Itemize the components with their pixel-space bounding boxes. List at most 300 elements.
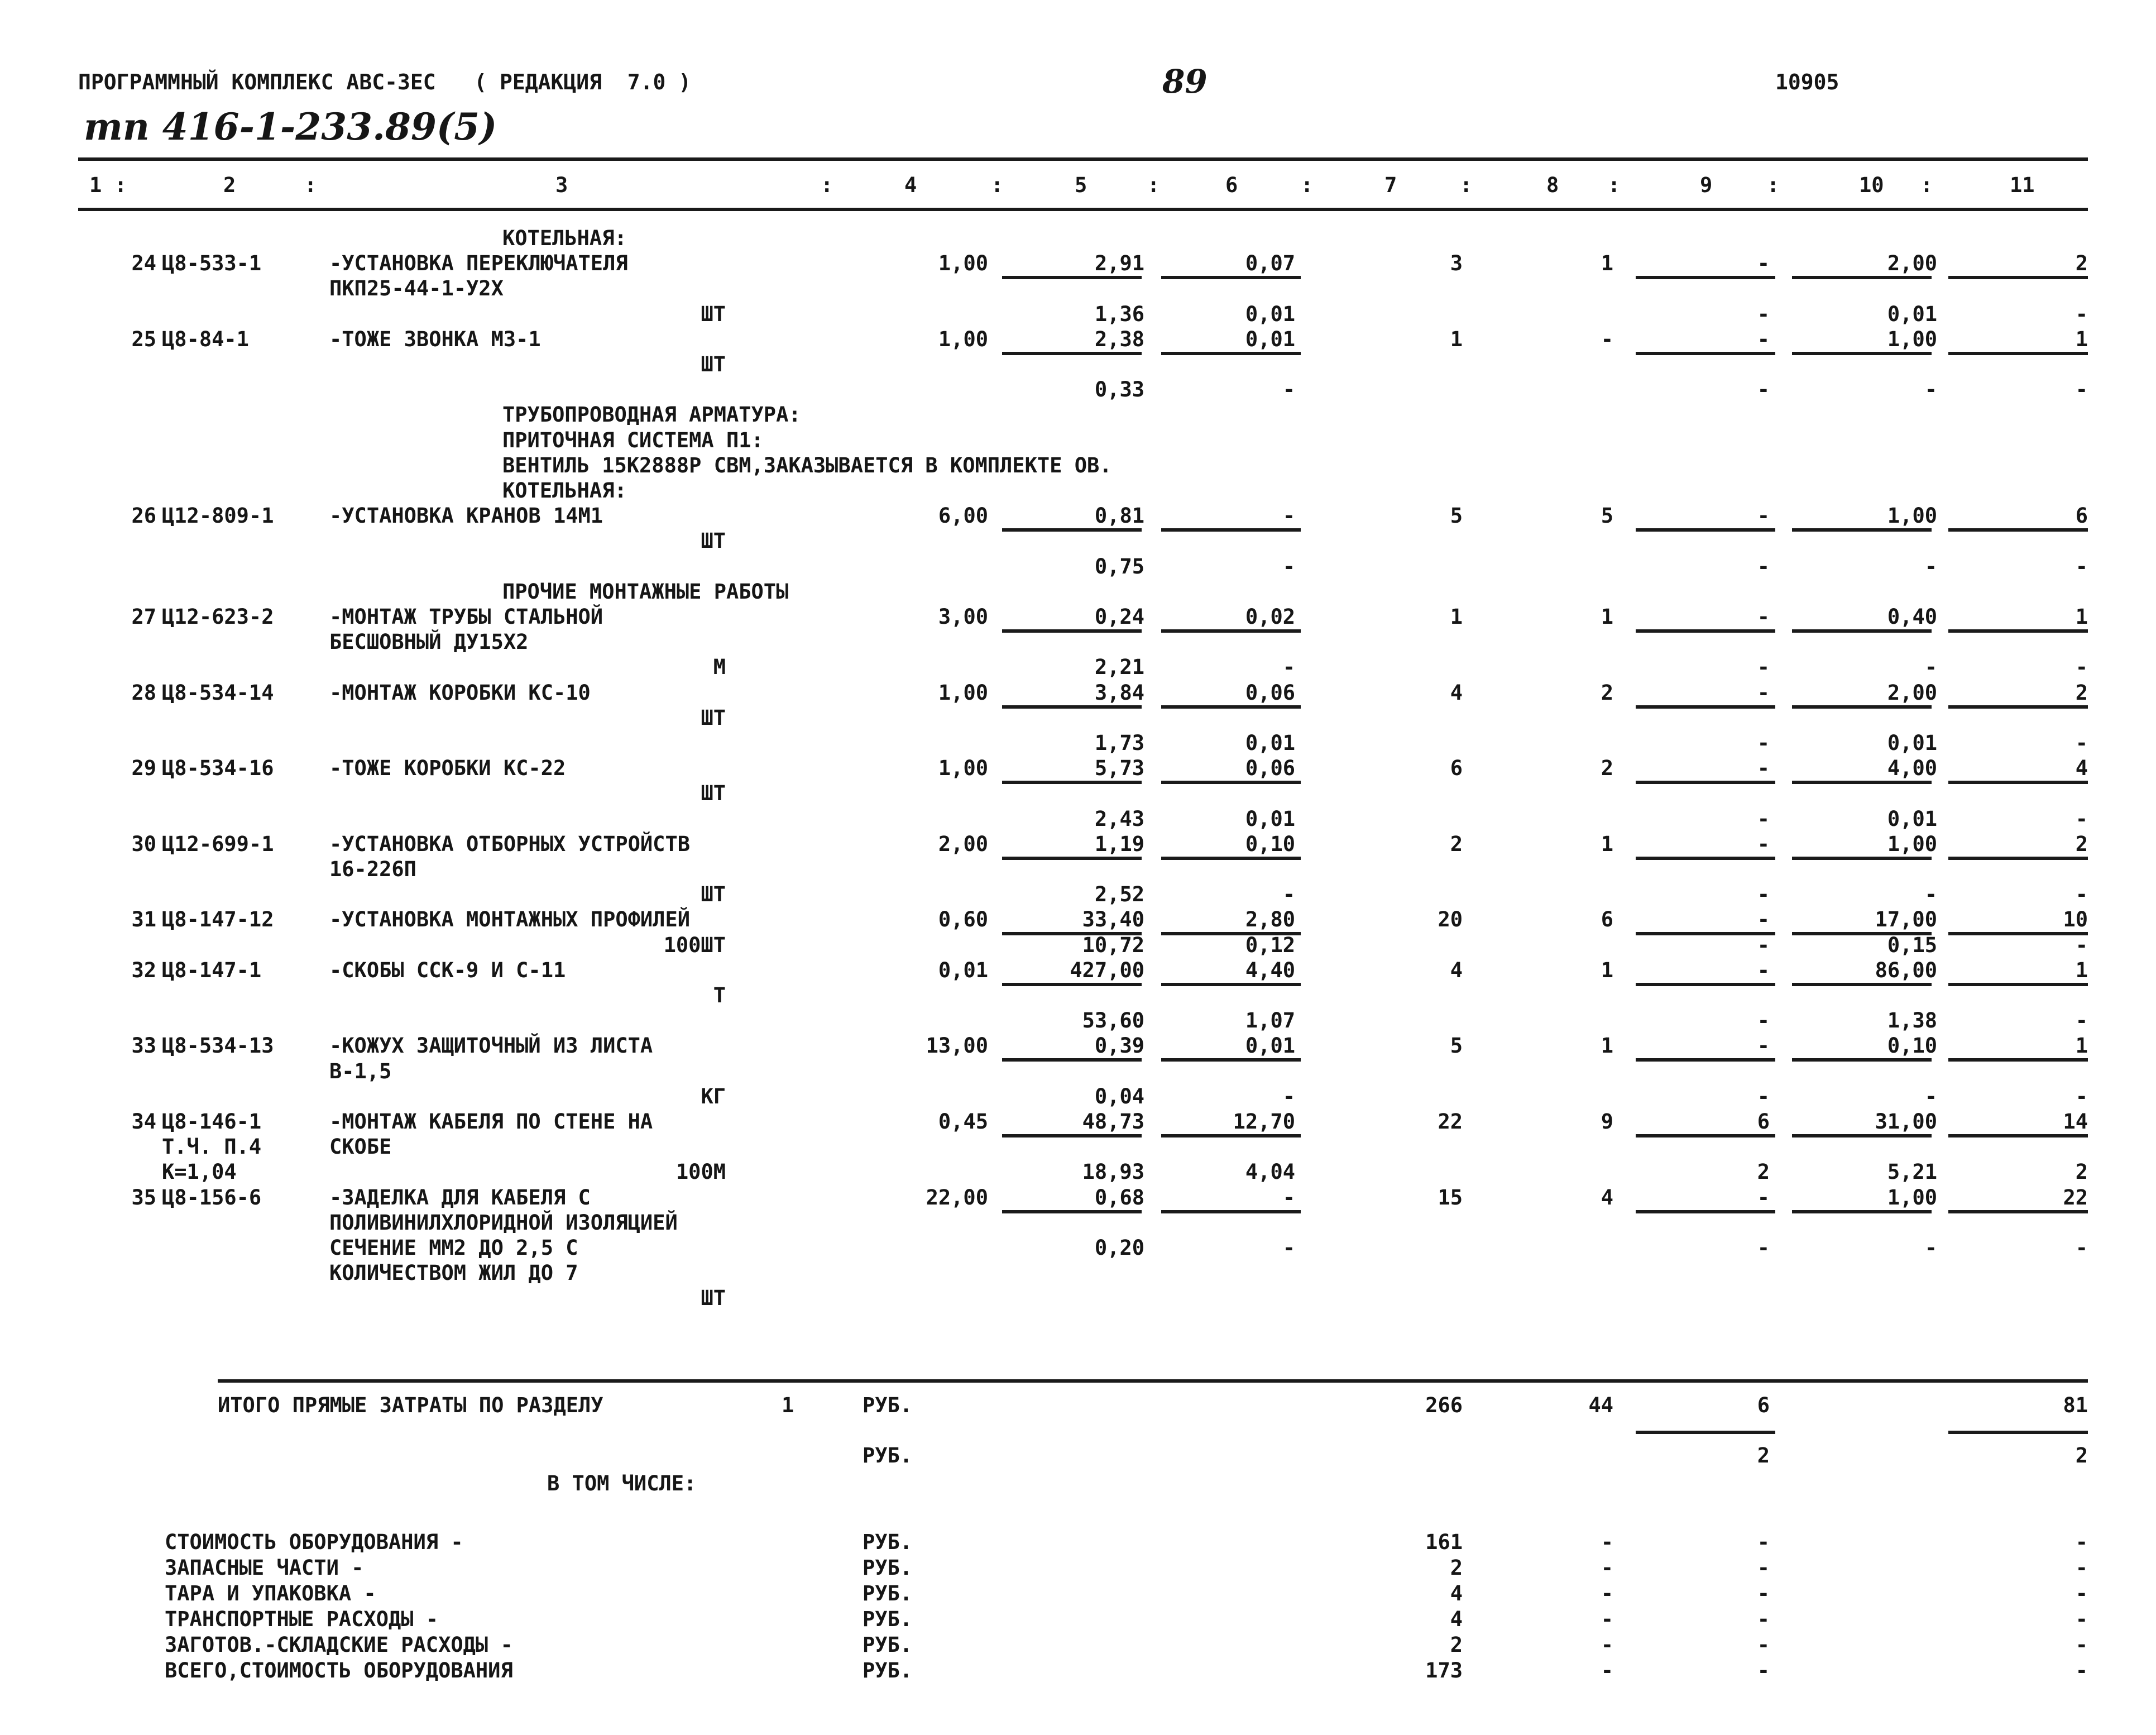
equipment-col8: - (1601, 1530, 1613, 1554)
item-number: 33 (131, 1034, 156, 1058)
column-number-8: 8 (1546, 173, 1559, 197)
unit-of-measure: 100ШТ (663, 933, 726, 957)
value-col-c9: 2 (1757, 1160, 1770, 1184)
underline-c11 (1948, 781, 2088, 784)
underline-c10 (1792, 1058, 1932, 1062)
work-description: 16-226П (329, 857, 416, 881)
underline-c9 (1636, 528, 1775, 532)
value-col-c7: 4 (1450, 681, 1463, 705)
column-separator: : (1608, 173, 1621, 197)
value-col-c6: 0,02 (1245, 605, 1295, 629)
work-description: -КОЖУХ ЗАЩИТОЧНЫЙ ИЗ ЛИСТА (329, 1034, 653, 1058)
value-col-c9: - (1757, 958, 1770, 982)
equipment-currency: РУБ. (863, 1530, 913, 1554)
underline-c6 (1161, 857, 1301, 860)
underline-c10 (1792, 705, 1932, 709)
equipment-col8: - (1601, 1581, 1613, 1605)
section-heading: ПРИТОЧНАЯ СИСТЕМА П1: (502, 428, 764, 452)
work-description: -ЗАДЕЛКА ДЛЯ КАБЕЛЯ С (329, 1186, 591, 1210)
value-col-c5: 18,93 (1082, 1160, 1144, 1184)
value-col-qty: 1,00 (938, 251, 988, 275)
value-col-c9: - (1757, 832, 1770, 856)
value-col-c9: - (1757, 1034, 1770, 1058)
underline-c10 (1792, 352, 1932, 355)
value-col-c9: - (1757, 731, 1770, 755)
value-col-c6: - (1282, 555, 1295, 579)
equipment-label: ЗАПАСНЫЕ ЧАСТИ - (165, 1556, 364, 1580)
value-col-c5: 1,73 (1094, 731, 1144, 755)
equipment-col9: - (1757, 1607, 1770, 1631)
totals-label: ИТОГО ПРЯМЫЕ ЗАТРАТЫ ПО РАЗДЕЛУ (218, 1393, 603, 1417)
unit-of-measure: М (713, 655, 726, 679)
totals-col7: 266 (1425, 1393, 1463, 1417)
totals-underline-col11 (1948, 1431, 2088, 1434)
column-number-11: 11 (2010, 173, 2035, 197)
value-col-c7: 15 (1438, 1186, 1463, 1210)
equipment-label: СТОИМОСТЬ ОБОРУДОВАНИЯ - (165, 1530, 463, 1554)
value-col-c9: - (1757, 681, 1770, 705)
underline-c5 (1002, 857, 1142, 860)
value-col-c11: - (2075, 1084, 2088, 1108)
value-col-c8: 1 (1601, 958, 1613, 982)
value-col-c6: 0,01 (1245, 1034, 1295, 1058)
value-col-c11: - (2075, 807, 2088, 831)
value-col-c11: - (2075, 933, 2088, 957)
work-description: СЕЧЕНИЕ ММ2 ДО 2,5 С (329, 1236, 578, 1260)
equipment-col8: - (1601, 1658, 1613, 1683)
value-col-c6: 0,01 (1245, 302, 1295, 326)
value-col-c5: 0,24 (1094, 605, 1144, 629)
value-col-qty: 22,00 (926, 1186, 988, 1210)
value-col-qty: 0,60 (938, 907, 988, 931)
value-col-c11: - (2075, 377, 2088, 402)
value-col-c8: 5 (1601, 504, 1613, 528)
underline-c10 (1792, 983, 1932, 986)
equipment-col7: 2 (1450, 1556, 1463, 1580)
column-number-5: 5 (1075, 173, 1087, 197)
value-col-c6: 0,07 (1245, 251, 1295, 275)
value-col-c5: 2,43 (1094, 807, 1144, 831)
unit-of-measure: ШТ (701, 1286, 726, 1310)
value-col-c10: - (1924, 655, 1937, 679)
unit-of-measure: ШТ (701, 302, 726, 326)
top-rule (78, 157, 2088, 161)
value-col-c6: 0,01 (1245, 327, 1295, 351)
column-number-10: 10 (1859, 173, 1884, 197)
totals-section: 1 (782, 1393, 794, 1417)
equipment-col7: 161 (1425, 1530, 1463, 1554)
item-number: 34 (131, 1110, 156, 1134)
work-description: -ТОЖЕ КОРОБКИ КС-22 (329, 756, 566, 780)
underline-c9 (1636, 781, 1775, 784)
value-col-c6: - (1282, 655, 1295, 679)
section-heading: ТРУБОПРОВОДНАЯ АРМАТУРА: (502, 403, 801, 427)
value-col-c9: - (1757, 1009, 1770, 1033)
work-description: В-1,5 (329, 1059, 392, 1083)
value-col-c6: 0,01 (1245, 731, 1295, 755)
column-separator: : (1301, 173, 1314, 197)
rate-code: Ц8-156-6 (162, 1186, 262, 1210)
underline-c11 (1948, 352, 2088, 355)
value-col-c8: 2 (1601, 681, 1613, 705)
value-col-c7: 5 (1450, 504, 1463, 528)
work-description: -ТОЖЕ ЗВОНКА МЗ-1 (329, 327, 541, 351)
rate-code: Т.Ч. П.4 (162, 1135, 262, 1159)
value-col-c10: 2,00 (1887, 681, 1937, 705)
equipment-col11: - (2075, 1581, 2088, 1605)
underline-c6 (1161, 629, 1301, 633)
item-number: 35 (131, 1186, 156, 1210)
equipment-label: ВСЕГО,СТОИМОСТЬ ОБОРУДОВАНИЯ (165, 1658, 513, 1683)
value-col-c8: 1 (1601, 605, 1613, 629)
value-col-qty: 1,00 (938, 756, 988, 780)
equipment-label: ТАРА И УПАКОВКА - (165, 1581, 376, 1605)
value-col-c5: 2,52 (1094, 882, 1144, 906)
rate-code: Ц8-84-1 (162, 327, 249, 351)
column-separator: : (991, 173, 1004, 197)
value-col-c7: 3 (1450, 251, 1463, 275)
rate-code: Ц8-534-13 (162, 1034, 274, 1058)
rate-code: Ц8-534-14 (162, 681, 274, 705)
value-col-c10: 0,10 (1887, 1034, 1937, 1058)
value-col-c11: 4 (2075, 756, 2088, 780)
work-description: БЕСШОВНЫЙ ДУ15Х2 (329, 630, 529, 654)
value-col-c5: 0,04 (1094, 1084, 1144, 1108)
value-col-c7: 4 (1450, 958, 1463, 982)
value-col-c8: 4 (1601, 1186, 1613, 1210)
value-col-c11: 22 (2063, 1186, 2088, 1210)
value-col-c7: 2 (1450, 832, 1463, 856)
value-col-c8: 1 (1601, 1034, 1613, 1058)
value-col-c11: - (2075, 1236, 2088, 1260)
value-col-c6: - (1282, 1084, 1295, 1108)
value-col-c6: - (1282, 1186, 1295, 1210)
value-col-c11: - (2075, 1009, 2088, 1033)
value-col-c5: 0,20 (1094, 1236, 1144, 1260)
underline-c6 (1161, 781, 1301, 784)
value-col-c6: 2,80 (1245, 907, 1295, 931)
equipment-label: ЗАГОТОВ.-СКЛАДСКИЕ РАСХОДЫ - (165, 1633, 513, 1657)
totals-rule (218, 1379, 2088, 1383)
work-description: СКОБЕ (329, 1135, 392, 1159)
value-col-c6: 4,40 (1245, 958, 1295, 982)
work-description: -МОНТАЖ ТРУБЫ СТАЛЬНОЙ (329, 605, 603, 629)
unit-of-measure: ШТ (701, 529, 726, 553)
item-number: 30 (131, 832, 156, 856)
value-col-c10: 17,00 (1875, 907, 1937, 931)
equipment-col11: - (2075, 1633, 2088, 1657)
value-col-c10: 0,15 (1887, 933, 1937, 957)
value-col-c5: 1,36 (1094, 302, 1144, 326)
column-separator: : (1920, 173, 1933, 197)
value-col-c7: 5 (1450, 1034, 1463, 1058)
value-col-c11: 2 (2075, 832, 2088, 856)
unit-of-measure: ШТ (701, 882, 726, 906)
value-col-c5: 3,84 (1094, 681, 1144, 705)
value-col-c10: 86,00 (1875, 958, 1937, 982)
column-number-rule (78, 208, 2088, 211)
equipment-col9: - (1757, 1658, 1770, 1683)
value-col-c6: 1,07 (1245, 1009, 1295, 1033)
underline-c5 (1002, 1058, 1142, 1062)
unit-of-measure: 100М (675, 1160, 726, 1184)
value-col-c11: - (2075, 555, 2088, 579)
underline-c6 (1161, 983, 1301, 986)
value-col-c6: 4,04 (1245, 1160, 1295, 1184)
item-number: 32 (131, 958, 156, 982)
value-col-c10: 1,00 (1887, 1186, 1937, 1210)
handwritten-project-code: тп 416-1-233.89(5) (84, 105, 497, 149)
value-col-c9: - (1757, 1236, 1770, 1260)
underline-c6 (1161, 276, 1301, 279)
underline-c11 (1948, 705, 2088, 709)
unit-of-measure: ШТ (701, 781, 726, 805)
rate-code: Ц8-146-1 (162, 1110, 262, 1134)
rate-code: Ц12-809-1 (162, 504, 274, 528)
underline-c6 (1161, 352, 1301, 355)
underline-c10 (1792, 528, 1932, 532)
value-col-c11: - (2075, 302, 2088, 326)
rate-code: Ц8-147-12 (162, 907, 274, 931)
column-separator: : (114, 173, 127, 197)
item-number: 25 (131, 327, 156, 351)
unit-of-measure: КГ (701, 1084, 726, 1108)
underline-c10 (1792, 1210, 1932, 1213)
underline-c11 (1948, 983, 2088, 986)
underline-c6 (1161, 705, 1301, 709)
value-col-c11: - (2075, 655, 2088, 679)
item-number: 29 (131, 756, 156, 780)
underline-c10 (1792, 781, 1932, 784)
item-number: 26 (131, 504, 156, 528)
section-heading: КОТЕЛЬНАЯ: (502, 226, 627, 250)
underline-c5 (1002, 983, 1142, 986)
value-col-c10: 1,38 (1887, 1009, 1937, 1033)
value-col-c6: 0,10 (1245, 832, 1295, 856)
value-col-c8: 9 (1601, 1110, 1613, 1134)
equipment-label: ТРАНСПОРТНЫЕ РАСХОДЫ - (165, 1607, 439, 1631)
value-col-c11: 1 (2075, 605, 2088, 629)
value-col-c10: 0,01 (1887, 807, 1937, 831)
underline-c9 (1636, 276, 1775, 279)
equipment-col8: - (1601, 1633, 1613, 1657)
underline-c6 (1161, 528, 1301, 532)
value-col-c10: - (1924, 377, 1937, 402)
value-col-c5: 2,21 (1094, 655, 1144, 679)
value-col-c6: - (1282, 1236, 1295, 1260)
item-number: 27 (131, 605, 156, 629)
value-col-c9: - (1757, 655, 1770, 679)
equipment-col11: - (2075, 1556, 2088, 1580)
value-col-c6: - (1282, 377, 1295, 402)
equipment-currency: РУБ. (863, 1556, 913, 1580)
totals-col9-2: 2 (1757, 1444, 1770, 1468)
equipment-col7: 4 (1450, 1607, 1463, 1631)
value-col-c5: 2,38 (1094, 327, 1144, 351)
value-col-c10: 5,21 (1887, 1160, 1937, 1184)
underline-c6 (1161, 1134, 1301, 1137)
value-col-c9: - (1757, 327, 1770, 351)
value-col-c10: 0,40 (1887, 605, 1937, 629)
equipment-col9: - (1757, 1556, 1770, 1580)
underline-c10 (1792, 1134, 1932, 1137)
page-number: 89 (1162, 63, 1208, 101)
value-col-c9: 6 (1757, 1110, 1770, 1134)
value-col-c11: 1 (2075, 327, 2088, 351)
underline-c5 (1002, 629, 1142, 633)
value-col-c6: 12,70 (1233, 1110, 1295, 1134)
rate-code: Ц8-534-16 (162, 756, 274, 780)
column-number-2: 2 (223, 173, 236, 197)
underline-c10 (1792, 857, 1932, 860)
value-col-c6: 0,06 (1245, 756, 1295, 780)
value-col-c10: - (1924, 882, 1937, 906)
underline-c9 (1636, 1134, 1775, 1137)
work-description: -УСТАНОВКА ОТБОРНЫХ УСТРОЙСТВ (329, 832, 691, 856)
value-col-c11: 2 (2075, 681, 2088, 705)
equipment-col7: 4 (1450, 1581, 1463, 1605)
item-number: 31 (131, 907, 156, 931)
underline-c9 (1636, 857, 1775, 860)
equipment-col11: - (2075, 1658, 2088, 1683)
work-description: -УСТАНОВКА КРАНОВ 14М1 (329, 504, 603, 528)
value-col-c7: 1 (1450, 327, 1463, 351)
value-col-qty: 0,01 (938, 958, 988, 982)
value-col-c10: - (1924, 1084, 1937, 1108)
underline-c9 (1636, 352, 1775, 355)
value-col-c7: 6 (1450, 756, 1463, 780)
value-col-c9: - (1757, 807, 1770, 831)
column-separator: : (304, 173, 317, 197)
value-col-qty: 0,45 (938, 1110, 988, 1134)
work-description: -УСТАНОВКА ПЕРЕКЛЮЧАТЕЛЯ (329, 251, 628, 275)
underline-c9 (1636, 983, 1775, 986)
value-col-c9: - (1757, 605, 1770, 629)
underline-c10 (1792, 629, 1932, 633)
program-title: ПРОГРАММНЫЙ КОМПЛЕКС АВС-3ЕС ( РЕДАКЦИЯ 7.0 ) (78, 70, 692, 94)
totals-col9: 6 (1757, 1393, 1770, 1417)
value-col-c6: - (1282, 882, 1295, 906)
column-number-3: 3 (555, 173, 568, 197)
underline-c5 (1002, 1134, 1142, 1137)
underline-c9 (1636, 1058, 1775, 1062)
rate-code: Ц12-623-2 (162, 605, 274, 629)
section-heading: ВЕНТИЛЬ 15К2888Р СВМ,ЗАКАЗЫВАЕТСЯ В КОМПЛЕКТЕ ОВ. (502, 453, 1112, 477)
value-col-c9: - (1757, 1084, 1770, 1108)
value-col-c9: - (1757, 907, 1770, 931)
value-col-c9: - (1757, 302, 1770, 326)
value-col-c9: - (1757, 882, 1770, 906)
totals-underline-col9 (1636, 1431, 1775, 1434)
section-heading: КОТЕЛЬНАЯ: (502, 479, 627, 503)
value-col-c5: 2,91 (1094, 251, 1144, 275)
equipment-currency: РУБ. (863, 1607, 913, 1631)
work-description: -СКОБЫ ССК-9 И С-11 (329, 958, 566, 982)
value-col-c6: 0,06 (1245, 681, 1295, 705)
value-col-c5: 5,73 (1094, 756, 1144, 780)
equipment-col9: - (1757, 1530, 1770, 1554)
value-col-c5: 0,39 (1094, 1034, 1144, 1058)
underline-c5 (1002, 705, 1142, 709)
underline-c11 (1948, 857, 2088, 860)
rate-code: Ц8-147-1 (162, 958, 262, 982)
value-col-c9: - (1757, 377, 1770, 402)
unit-of-measure: ШТ (701, 352, 726, 376)
value-col-c10: 31,00 (1875, 1110, 1937, 1134)
underline-c5 (1002, 528, 1142, 532)
value-col-c10: - (1924, 1236, 1937, 1260)
column-separator: : (1460, 173, 1473, 197)
work-description: ПОЛИВИНИЛХЛОРИДНОЙ ИЗОЛЯЦИЕЙ (329, 1211, 678, 1235)
value-col-c7: 22 (1438, 1110, 1463, 1134)
column-separator: : (821, 173, 833, 197)
value-col-c9: - (1757, 756, 1770, 780)
value-col-c11: 1 (2075, 1034, 2088, 1058)
value-col-c5: 53,60 (1082, 1009, 1144, 1033)
column-separator: : (1767, 173, 1780, 197)
work-description: ПКП25-44-1-У2Х (329, 276, 504, 300)
underline-c11 (1948, 1210, 2088, 1213)
work-description: -МОНТАЖ КОРОБКИ КС-10 (329, 681, 591, 705)
value-col-qty: 2,00 (938, 832, 988, 856)
equipment-col11: - (2075, 1530, 2088, 1554)
value-col-c6: 0,01 (1245, 807, 1295, 831)
value-col-c10: 2,00 (1887, 251, 1937, 275)
value-col-c10: 0,01 (1887, 302, 1937, 326)
value-col-c8: 2 (1601, 756, 1613, 780)
totals-col8: 44 (1588, 1393, 1613, 1417)
value-col-c11: 2 (2075, 251, 2088, 275)
value-col-c10: 1,00 (1887, 327, 1937, 351)
underline-c5 (1002, 781, 1142, 784)
totals-currency-2: РУБ. (863, 1444, 913, 1468)
value-col-qty: 3,00 (938, 605, 988, 629)
underline-c5 (1002, 276, 1142, 279)
work-description: -МОНТАЖ КАБЕЛЯ ПО СТЕНЕ НА (329, 1110, 653, 1134)
value-col-c9: - (1757, 933, 1770, 957)
value-col-c10: - (1924, 555, 1937, 579)
underline-c9 (1636, 705, 1775, 709)
equipment-col8: - (1601, 1556, 1613, 1580)
totals-col11: 81 (2063, 1393, 2088, 1417)
item-number: 24 (131, 251, 156, 275)
underline-c5 (1002, 1210, 1142, 1213)
value-col-c8: 6 (1601, 907, 1613, 931)
value-col-c11: 1 (2075, 958, 2088, 982)
value-col-c11: - (2075, 731, 2088, 755)
equipment-currency: РУБ. (863, 1658, 913, 1683)
equipment-col7: 2 (1450, 1633, 1463, 1657)
value-col-c11: 10 (2063, 907, 2088, 931)
column-number-6: 6 (1225, 173, 1238, 197)
equipment-col11: - (2075, 1607, 2088, 1631)
equipment-col9: - (1757, 1633, 1770, 1657)
equipment-currency: РУБ. (863, 1581, 913, 1605)
value-col-c11: 14 (2063, 1110, 2088, 1134)
column-separator: : (1147, 173, 1160, 197)
value-col-c5: 427,00 (1070, 958, 1144, 982)
totals-col11-2: 2 (2075, 1444, 2088, 1468)
value-col-c5: 33,40 (1082, 907, 1144, 931)
value-col-c7: 20 (1438, 907, 1463, 931)
column-number-4: 4 (904, 173, 917, 197)
rate-code: К=1,04 (162, 1160, 237, 1184)
underline-c11 (1948, 276, 2088, 279)
value-col-c5: 0,33 (1094, 377, 1144, 402)
column-number-1: 1 (89, 173, 102, 197)
value-col-qty: 1,00 (938, 327, 988, 351)
value-col-c5: 0,68 (1094, 1186, 1144, 1210)
